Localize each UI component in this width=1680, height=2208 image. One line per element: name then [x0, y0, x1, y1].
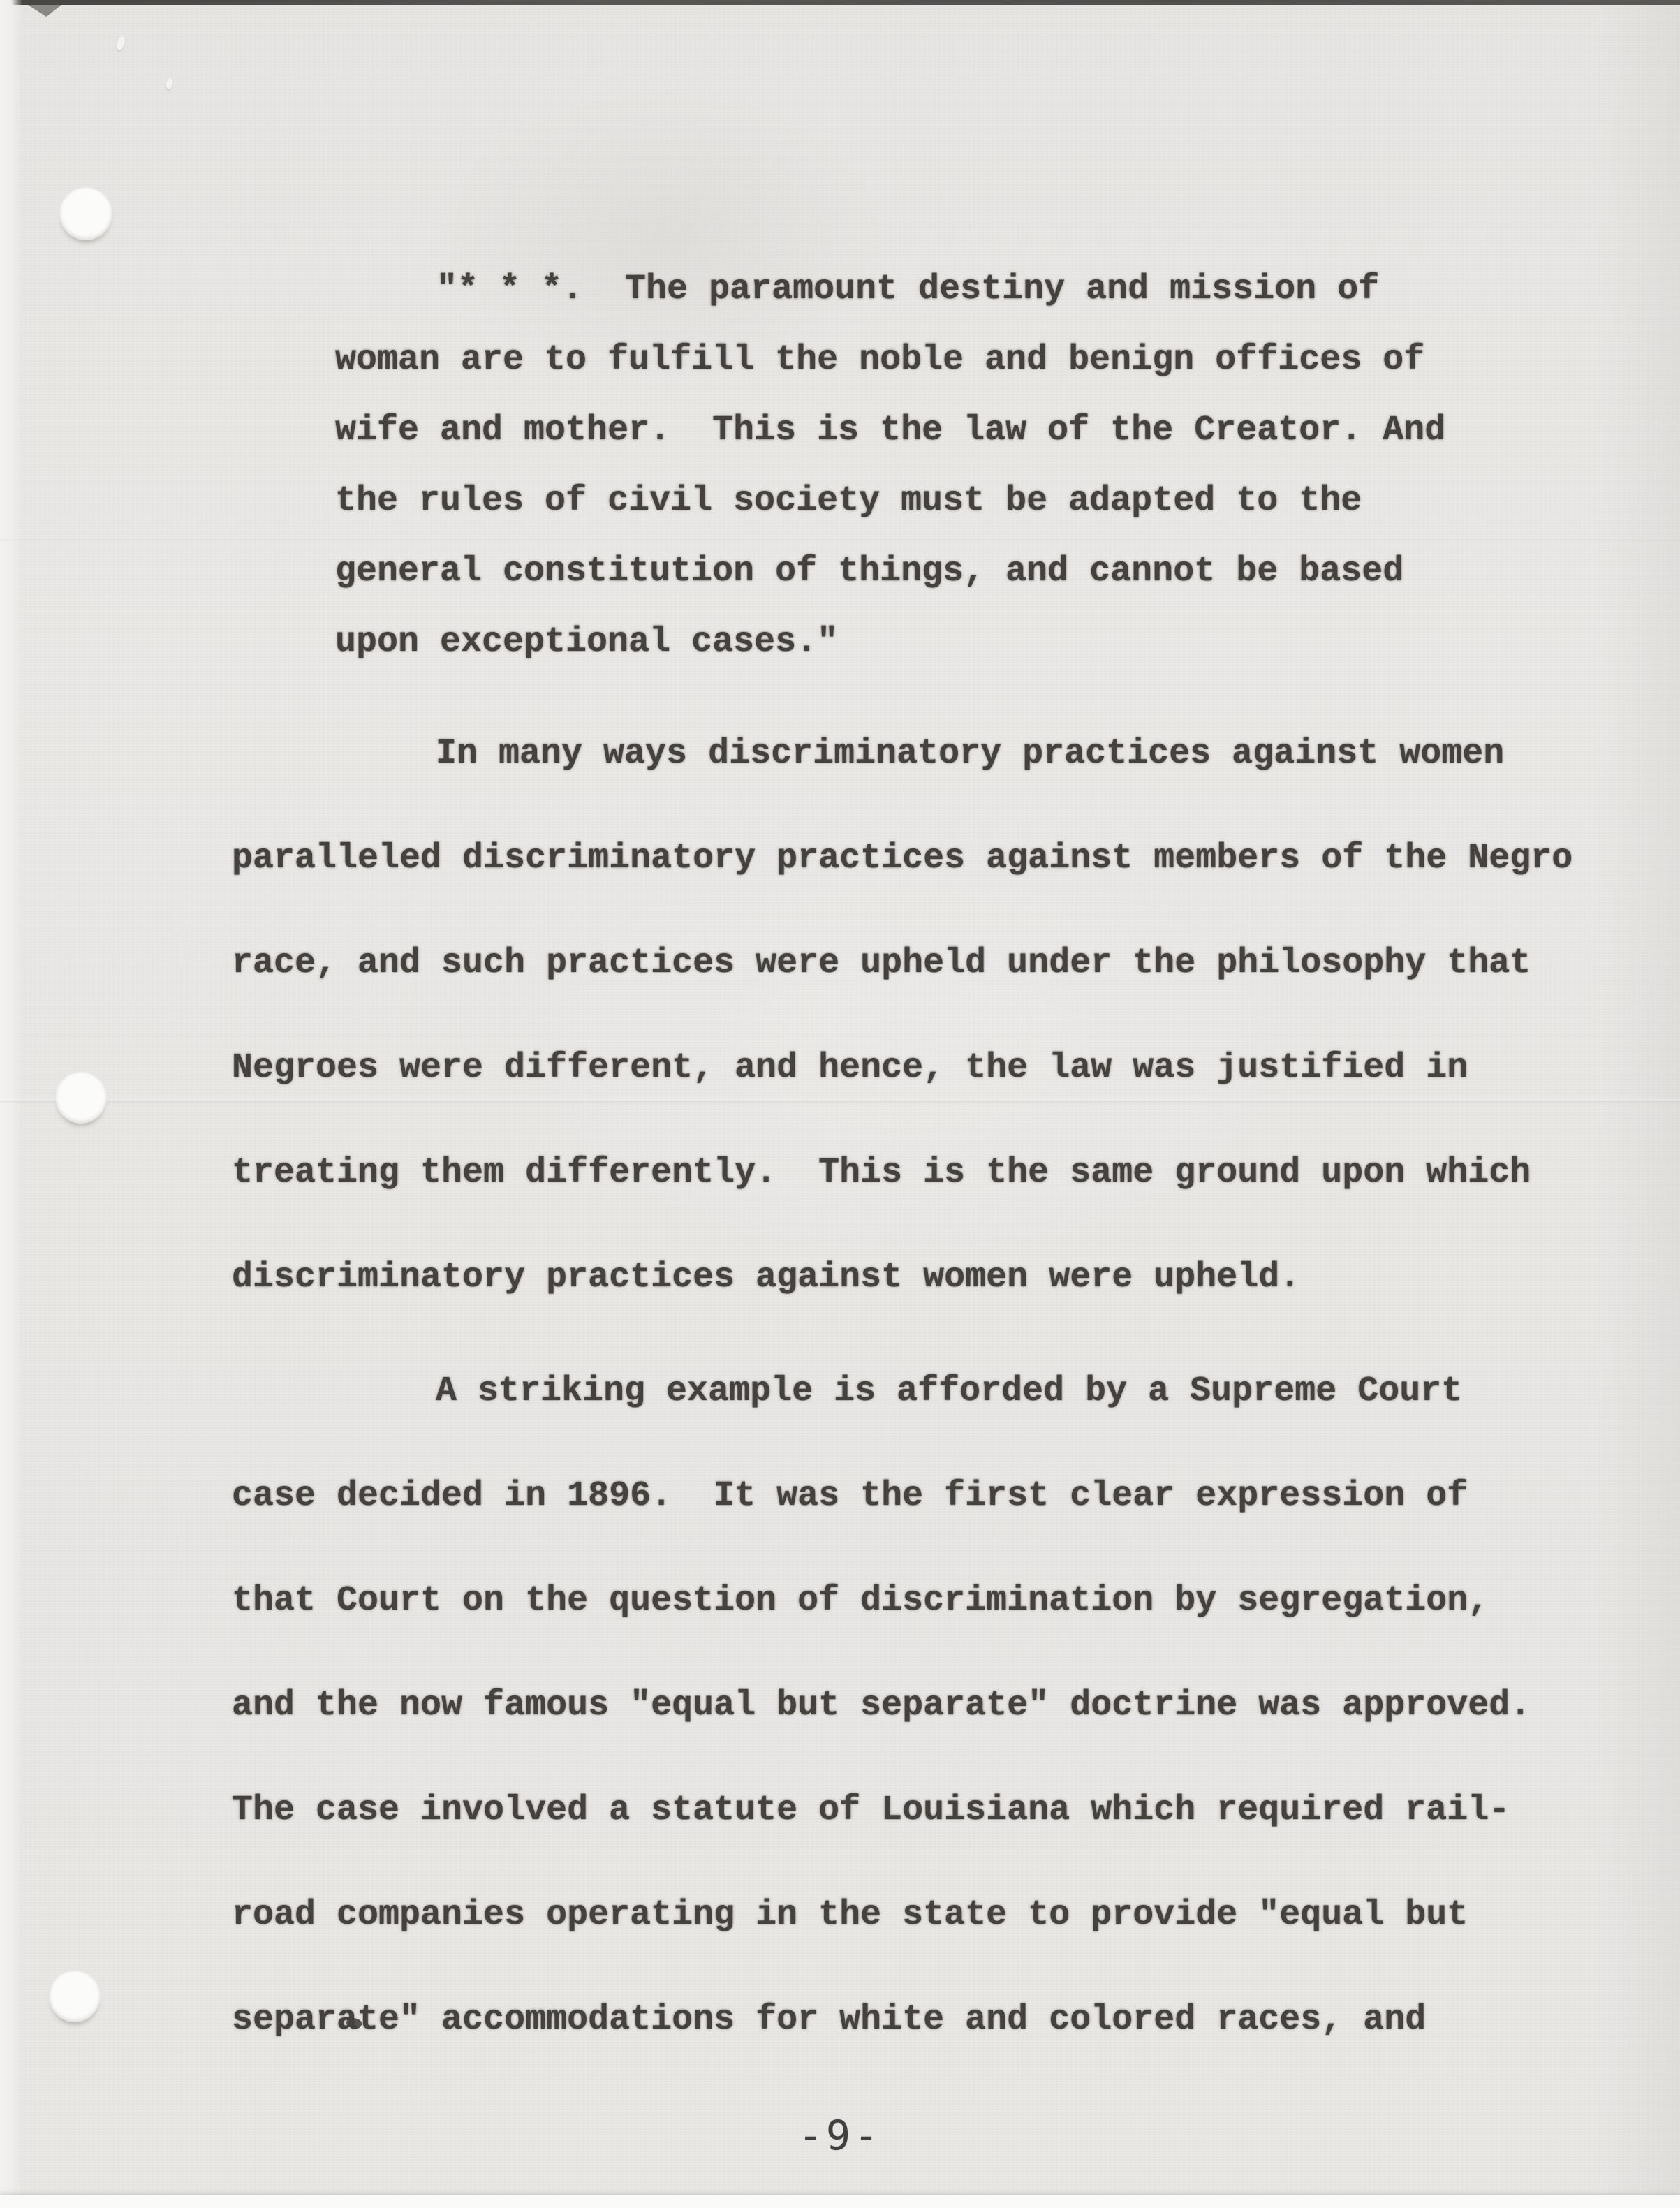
- text-line: that Court on the question of discrimination by segregation,: [232, 1581, 1489, 1621]
- quote-line: upon exceptional cases.": [335, 622, 839, 662]
- paper-dent: [165, 78, 174, 89]
- scan-left-edge: [0, 0, 22, 2208]
- text-line: treating them differently. This is the same ground upon which: [232, 1153, 1531, 1193]
- text-line: Negroes were different, and hence, the law was justified in: [232, 1048, 1468, 1088]
- text-line: The case involved a statute of Louisiana which required rail-: [232, 1790, 1510, 1830]
- text-line: road companies operating in the state to provide "equal but: [232, 1895, 1468, 1935]
- quote-line: "* * *. The paramount destiny and mission of: [436, 270, 1380, 309]
- paper-dent: [116, 36, 126, 51]
- paragraph: [232, 1339, 1531, 2073]
- quote-line: wife and mother. This is the law of the Creator. And: [335, 411, 1446, 450]
- quote-line: the rules of civil society must be adapted to the: [335, 481, 1362, 521]
- punch-hole: [60, 189, 112, 240]
- text-line: and the now famous "equal but separate" doctrine was approved.: [232, 1686, 1531, 1725]
- text-line: A striking example is afforded by a Supreme Court: [436, 1371, 1463, 1411]
- punch-hole: [50, 1972, 100, 2022]
- scan-edge-notch: [28, 5, 61, 17]
- text-line: discriminatory practices against women were upheld.: [232, 1258, 1301, 1297]
- scan-bottom-edge: [0, 2195, 1680, 2208]
- punch-hole: [56, 1073, 106, 1124]
- text-line: separate" accommodations for white and colored races, and: [232, 2000, 1427, 2040]
- block-quote: [335, 254, 1445, 677]
- quote-line: general constitution of things, and cannot be based: [335, 552, 1404, 591]
- paragraph: [232, 702, 1572, 1330]
- text-line: In many ways discriminatory practices against women: [436, 734, 1505, 774]
- text-line: case decided in 1896. It was the first clear expression of: [232, 1476, 1468, 1516]
- page-number: -9-: [798, 2112, 882, 2159]
- scan-top-edge: [0, 0, 1680, 5]
- text-line: race, and such practices were upheld under the philosophy that: [232, 943, 1531, 983]
- quote-line: woman are to fulfill the noble and benign offices of: [335, 340, 1425, 380]
- text-line: paralleled discriminatory practices against members of the Negro: [232, 839, 1573, 878]
